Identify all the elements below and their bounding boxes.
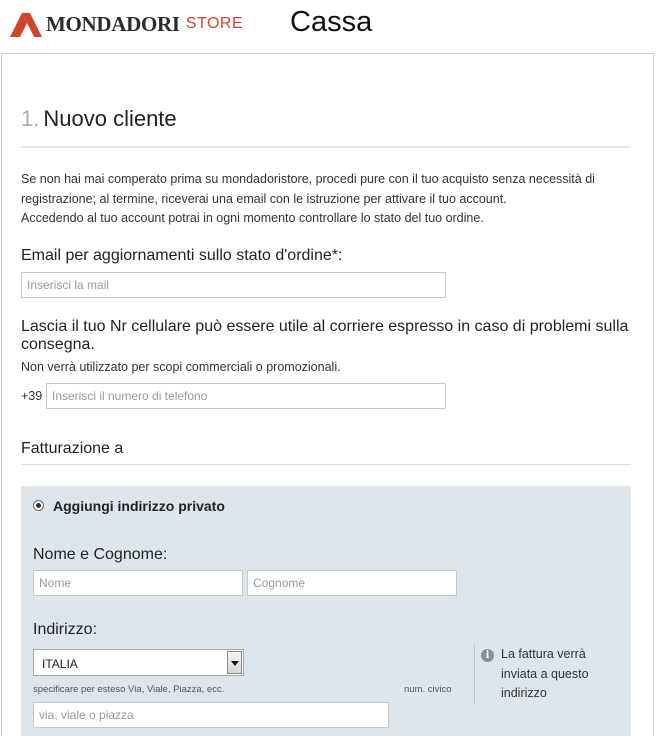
header <box>0 0 657 53</box>
billing-title: Fatturazione a <box>21 440 124 457</box>
brand-store: STORE <box>185 15 244 32</box>
first-name-input[interactable] <box>33 570 243 596</box>
intro-text <box>21 170 631 229</box>
name-label: Nome e Cognome: <box>33 546 168 563</box>
country-select-value: ITALIA <box>42 657 78 671</box>
private-address-radio[interactable] <box>33 500 44 511</box>
phone-note: Non verrà utilizzato per scopi commerciali o promozionali. <box>21 360 341 374</box>
email-input[interactable] <box>21 272 446 298</box>
invoice-info-text: La fattura verrà inviata a questo indirizzo <box>501 647 589 700</box>
intro-line-2: Accedendo al tuo account potrai in ogni momento controllare lo stato del tuo ordine. <box>21 211 484 225</box>
page-title: Cassa <box>290 6 373 38</box>
private-address-label[interactable]: Aggiungi indirizzo privato <box>53 498 225 514</box>
billing-divider <box>21 464 631 465</box>
section-title: Nuovo cliente <box>43 106 177 131</box>
street-input[interactable] <box>33 702 389 728</box>
address-label: Indirizzo: <box>33 621 98 638</box>
mondadori-logo-icon <box>10 11 42 37</box>
chevron-down-icon[interactable] <box>227 651 242 674</box>
civic-number-hint: num. civico <box>404 684 452 695</box>
info-icon: i <box>481 649 494 662</box>
phone-prefix: +39 <box>21 389 43 403</box>
section-number: 1. <box>21 106 40 131</box>
brand-name: MONDADORI <box>46 11 180 36</box>
last-name-input[interactable] <box>247 570 457 596</box>
email-label: Email per aggiornamenti sullo stato d'ordine*: <box>21 247 343 264</box>
phone-input[interactable] <box>46 383 446 409</box>
mondadori-logo[interactable] <box>10 11 243 37</box>
phone-label: Lascia il tuo Nr cellulare può essere utile al corriere espresso in caso di problemi sulla consegna. <box>21 318 629 353</box>
intro-line-1: Se non hai mai comperato prima su mondadoristore, procedi pure con il tuo acquisto senza necessità di registrazione; al termine, riceverai una email con le istruzione per attivare il tuo account. <box>21 172 595 206</box>
section-heading <box>21 106 177 132</box>
street-hint: specificare per esteso Via, Viale, Piazza, ecc. <box>33 684 225 695</box>
country-select[interactable] <box>33 649 244 676</box>
info-separator <box>474 644 475 704</box>
section-divider <box>21 146 631 148</box>
